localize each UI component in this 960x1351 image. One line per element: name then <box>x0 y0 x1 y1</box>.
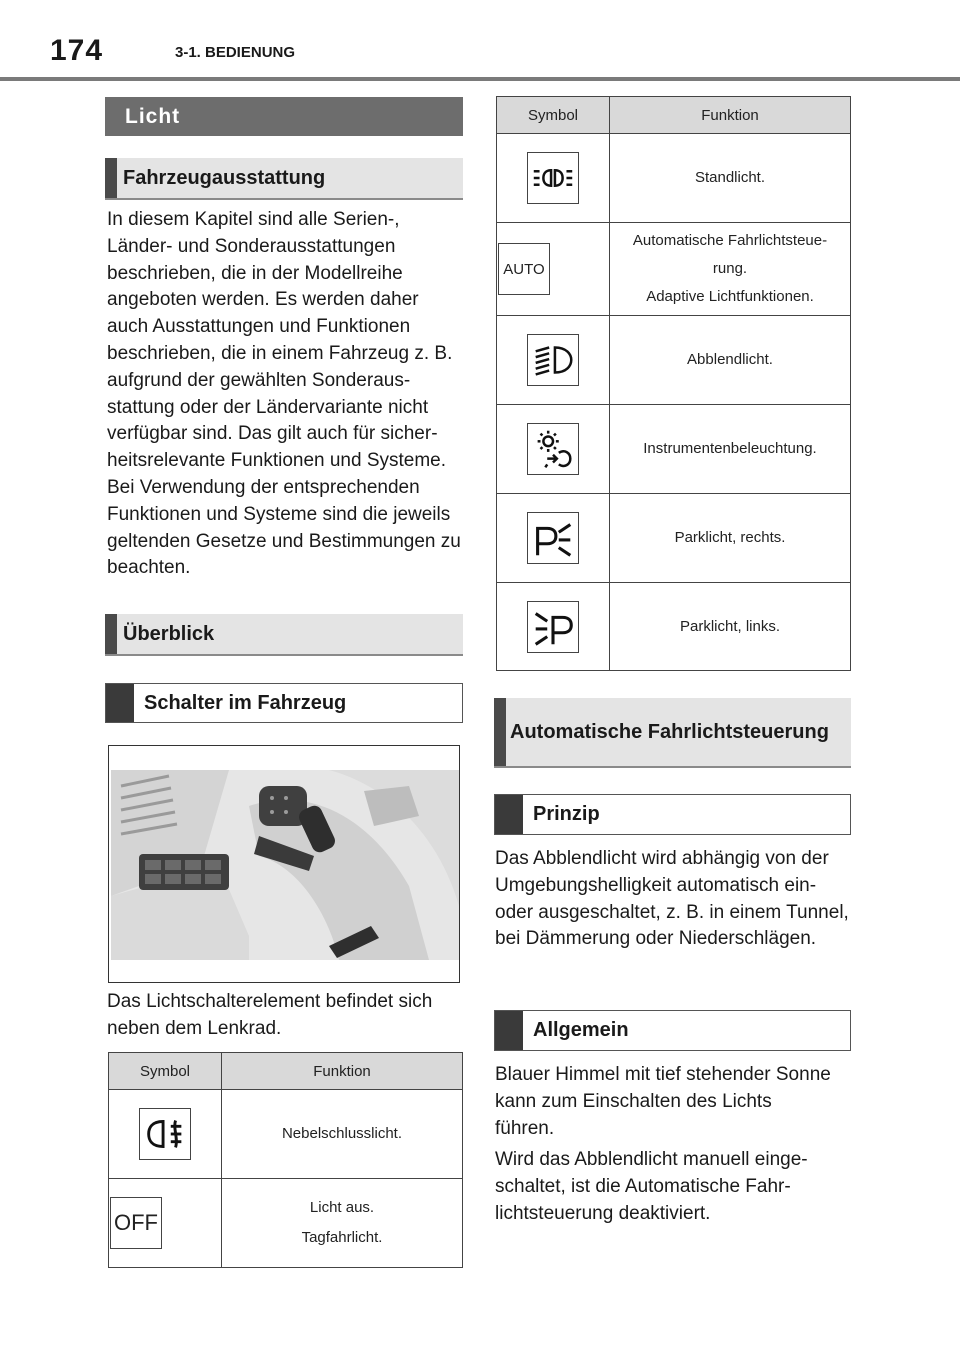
instrument-lighting-icon <box>527 423 579 475</box>
rear-fog-light-icon <box>139 1108 191 1160</box>
general-paragraph-1: Blauer Himmel mit tief stehender Sonne kann zum Einschalten des Lichts führen. <box>495 1064 831 1139</box>
general-paragraph-2: Wird das Abblendlicht manuell eingeschaltet, ist die Automatische Fahrlichtsteuerung deaktiviert. <box>495 1149 808 1224</box>
low-beam-icon <box>527 334 579 386</box>
table-row <box>497 316 851 405</box>
function-text: Licht aus. <box>309 1199 375 1216</box>
heading-automatische-fahrlichtsteuerung <box>494 698 851 768</box>
header-rule <box>0 77 960 81</box>
symbol-cell <box>497 316 610 405</box>
photo-caption: Das Lichtschalterelement befindet sich neben dem Lenkrad. <box>107 991 433 1039</box>
heading-schalter <box>105 683 463 723</box>
function-text: Standlicht. <box>694 169 766 186</box>
function-text: rung. <box>712 260 748 277</box>
function-cell <box>610 316 851 405</box>
table-row <box>497 583 851 671</box>
table-header-row <box>109 1053 463 1090</box>
function-text: Instrumentenbeleuchtung. <box>643 440 817 457</box>
function-cell <box>610 494 851 583</box>
parking-light-right-icon <box>527 512 579 564</box>
function-cell <box>222 1179 463 1268</box>
function-cell <box>222 1090 463 1179</box>
auto-icon: AUTO <box>498 243 550 295</box>
parking-light-icon <box>527 152 579 204</box>
function-cell <box>610 134 851 223</box>
symbol-cell <box>497 405 610 494</box>
heading-ueberblick <box>105 614 463 656</box>
function-text: Adaptive Lichtfunktionen. <box>646 288 814 305</box>
function-cell <box>610 223 851 316</box>
function-text: Automatische Fahrlichtsteue- <box>632 232 828 249</box>
heading-prinzip <box>494 794 851 835</box>
table-row <box>109 1179 463 1268</box>
table-row <box>497 405 851 494</box>
heading-schalter-text: Schalter im Fahrzeug <box>144 691 347 714</box>
column-header-symbol: Symbol <box>497 97 610 134</box>
function-text: Parklicht, rechts. <box>674 529 786 546</box>
light-switch-illustration <box>109 746 460 983</box>
table-row <box>109 1090 463 1179</box>
page-number: 174 <box>50 34 104 67</box>
heading-allgemein-text: Allgemein <box>533 1019 629 1041</box>
function-text: Tagfahrlicht. <box>301 1229 383 1246</box>
function-cell <box>610 405 851 494</box>
function-text: Parklicht, links. <box>679 617 781 635</box>
off-icon: OFF <box>110 1197 162 1249</box>
symbol-cell <box>497 134 610 223</box>
section-label: 3-1. BEDIENUNG <box>175 44 296 61</box>
column-header-symbol: Symbol <box>109 1053 222 1090</box>
left-symbol-table <box>108 1052 463 1268</box>
right-symbol-table <box>496 96 851 671</box>
symbol-cell <box>109 1090 222 1179</box>
table-row <box>497 134 851 223</box>
symbol-cell <box>109 1179 222 1268</box>
symbol-cell <box>497 223 610 316</box>
equipment-paragraph: In diesem Kapitel sind alle Serien-, Länder- und Sonderausstattungen beschrieben, die in der Modellreihe angeboten werden. Es werden daher auch Ausstattungen und Funktionen beschrieben, die in einem Fahrzeug z. B. aufgrund der gewählten Sonderausstattung oder der Ländervariante nicht verfügbar sind. Das gilt auch für sicherheitsrelevante Funktionen und Systeme. Bei Verwendung der entsprechenden Funktionen und Systeme sind die jeweils geltenden Gesetze und Bestimmungen zu beachten. <box>107 209 461 579</box>
heading-fahrzeugausstattung <box>105 158 463 200</box>
table-row <box>497 494 851 583</box>
table-row <box>497 223 851 316</box>
heading-auto-text: Automatische Fahrlichtsteuerung <box>510 720 829 743</box>
table-header-row <box>497 97 851 134</box>
parking-light-left-icon <box>527 601 579 653</box>
light-switch-photo <box>108 745 460 983</box>
heading-prinzip-text: Prinzip <box>533 803 600 825</box>
symbol-cell <box>497 494 610 583</box>
function-cell <box>610 583 851 671</box>
symbol-cell <box>497 583 610 671</box>
heading-licht: Licht <box>105 97 463 136</box>
heading-fahrzeugausstattung-text: Fahrzeugausstattung <box>123 166 326 189</box>
heading-allgemein <box>494 1010 851 1051</box>
principle-paragraph: Das Abblendlicht wird abhängig von der Umgebungshelligkeit automatisch ein- oder ausgeschaltet, z. B. in einem Tunnel, bei Dämmerung oder Niederschlägen. <box>495 848 849 950</box>
heading-ueberblick-text: Überblick <box>123 622 215 645</box>
column-header-function: Funktion <box>610 97 851 134</box>
column-header-function: Funktion <box>222 1053 463 1090</box>
function-text: Abblendlicht. <box>687 351 773 368</box>
function-text: Nebelschlusslicht. <box>281 1125 403 1142</box>
